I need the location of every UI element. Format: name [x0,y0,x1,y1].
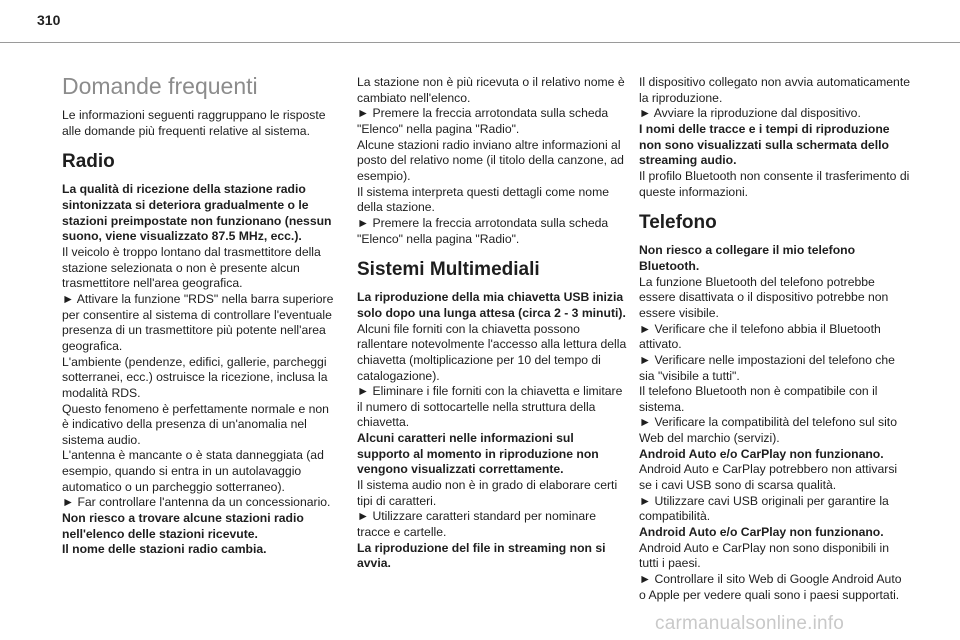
page-title: Domande frequenti [62,73,258,99]
paragraph: La funzione Bluetooth del telefono potrebbe essere disattivata o il dispositivo potrebbe non essere visibile. [639,274,889,320]
paragraph: L'ambiente (pendenze, edifici, gallerie, parcheggi sotterranei, ecc.) ostruisce la ricezione, inclusa la modalità RDS. [62,354,328,400]
paragraph: Android Auto e CarPlay potrebbero non attivarsi se i cavi USB sono di scarsa qualità. [639,462,898,493]
column-right [639,75,911,603]
section-heading: Radio [62,151,115,173]
paragraph: La stazione non è più ricevuta o il relativo nome è cambiato nell'elenco. [357,75,625,105]
question-text: Android Auto e/o CarPlay non funzionano. [639,525,884,540]
paragraph: ► Far controllare l'antenna da un concessionario. [62,495,331,510]
paragraph: Il sistema interpreta questi dettagli come nome della stazione. [357,184,609,215]
question-text: La qualità di ricezione della stazione radio sintonizzata si deteriora gradualmente o le stazioni preimpostate non funzionano (nessun suono, viene visualizzato 87.5 MHz, ecc.). [62,182,332,244]
question-text: Non riesco a collegare il mio telefono Bluetooth. [639,243,856,273]
paragraph: ► Verificare nelle impostazioni del telefono che sia "visibile a tutti". [639,352,895,383]
section-heading: Telefono [639,212,717,234]
question-text: Android Auto e/o CarPlay non funzionano. [639,446,884,461]
column-left [62,72,334,558]
paragraph: Le informazioni seguenti raggruppano le risposte alle domande più frequenti relative al sistema. [62,108,326,138]
question-text: I nomi delle tracce e i tempi di riproduzione non sono visualizzati sulla schermata dello streaming audio. [639,121,890,168]
paragraph: Android Auto e CarPlay non sono disponibili in tutti i paesi. [639,540,890,571]
paragraph: ► Avviare la riproduzione dal dispositivo. [639,106,861,121]
paragraph: ► Controllare il sito Web di Google Android Auto o Apple per vedere quali sono i paesi supportati. [639,572,902,602]
question-text: Non riesco a trovare alcune stazioni radio nell'elenco delle stazioni ricevute. [62,511,304,541]
paragraph: ► Premere la freccia arrotondata sulla scheda "Elenco" nella pagina "Radio". [357,215,609,246]
question-text: La riproduzione del file in streaming non si avvia. [357,540,606,571]
paragraph: Il telefono Bluetooth non è compatibile con il sistema. [639,384,878,414]
paragraph: Il dispositivo collegato non avvia automaticamente la riproduzione. [639,75,910,105]
column-middle [357,75,629,572]
paragraph: ► Verificare la compatibilità del telefono sul sito Web del marchio (servizi). [639,415,897,446]
paragraph: ► Attivare la funzione "RDS" nella barra superiore per consentire al sistema di controllare l'eventuale presenza di un trasmettitore più potente nell'area geografica. [62,291,334,353]
watermark: carmanualsonline.info [655,613,845,634]
paragraph: ► Utilizzare cavi USB originali per garantire la compatibilità. [639,493,889,524]
section-heading: Sistemi Multimediali [357,259,540,281]
paragraph: ► Verificare che il telefono abbia il Bluetooth attivato. [639,321,881,352]
paragraph: Questo fenomeno è perfettamente normale e non è indicativo della presenza di un'anomalia nel sistema audio. [62,401,329,447]
question-text: La riproduzione della mia chiavetta USB inizia solo dopo una lunga attesa (circa 2 - 3 minuti). [357,290,626,320]
paragraph: Alcune stazioni radio inviano altre informazioni al posto del relativo nome (il titolo della canzone, ad esempio). [357,137,624,183]
paragraph: ► Utilizzare caratteri standard per nominare tracce e cartelle. [357,509,596,540]
question-text: Alcuni caratteri nelle informazioni sul supporto al momento in riproduzione non vengono visualizzati correttamente. [357,431,599,477]
paragraph: ► Eliminare i file forniti con la chiavetta e limitare il numero di sottocartelle nella struttura della chiavetta. [357,384,623,430]
header-divider [0,42,960,43]
paragraph: ► Premere la freccia arrotondata sulla scheda "Elenco" nella pagina "Radio". [357,106,609,136]
paragraph: Il profilo Bluetooth non consente il trasferimento di queste informazioni. [639,168,910,199]
page-number: 310 [37,12,61,28]
paragraph: Il sistema audio non è in grado di elaborare certi tipi di caratteri. [357,478,618,508]
paragraph: Il veicolo è troppo lontano dal trasmettitore della stazione selezionata o non è presente alcun trasmettitore nell'area geografica. [62,244,321,291]
paragraph: Alcuni file forniti con la chiavetta possono rallentare notevolmente l'accesso alla lettura della chiavetta (moltiplicazione per 10 del tempo di catalogazione). [357,321,627,383]
paragraph: L'antenna è mancante o è stata danneggiata (ad esempio, quando si entra in un autolavaggio automatico o un parcheggio sotterraneo). [62,448,324,494]
question-text: Il nome delle stazioni radio cambia. [62,542,267,557]
